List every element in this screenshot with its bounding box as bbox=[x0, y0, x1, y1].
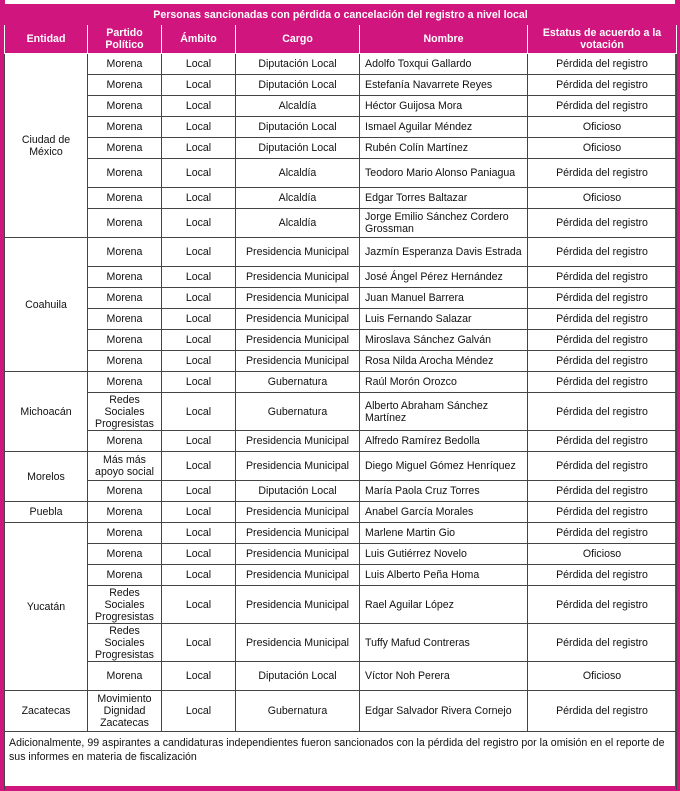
cell-estatus: Pérdida del registro bbox=[528, 267, 677, 288]
table-row bbox=[5, 624, 677, 662]
cell-estatus: Pérdida del registro bbox=[528, 96, 677, 117]
cell-estatus: Pérdida del registro bbox=[528, 330, 677, 351]
cell-cargo: Diputación Local bbox=[236, 662, 360, 691]
cell-partido: Morena bbox=[88, 209, 162, 238]
cell-partido: Morena bbox=[88, 117, 162, 138]
table-row bbox=[5, 431, 677, 452]
cell-cargo: Presidencia Municipal bbox=[236, 267, 360, 288]
header-nombre: Nombre bbox=[360, 25, 528, 54]
cell-nombre: Rosa Nilda Arocha Méndez bbox=[360, 351, 528, 372]
table-row bbox=[5, 54, 677, 75]
cell-cargo: Alcaldía bbox=[236, 159, 360, 188]
cell-nombre: Alberto Abraham Sánchez Martínez bbox=[360, 393, 528, 431]
cell-nombre: Héctor Guijosa Mora bbox=[360, 96, 528, 117]
cell-ambito: Local bbox=[162, 138, 236, 159]
cell-partido: Morena bbox=[88, 54, 162, 75]
cell-estatus: Pérdida del registro bbox=[528, 372, 677, 393]
table-row bbox=[5, 209, 677, 238]
cell-cargo: Alcaldía bbox=[236, 188, 360, 209]
cell-ambito: Local bbox=[162, 452, 236, 481]
cell-ambito: Local bbox=[162, 544, 236, 565]
cell-partido: Morena bbox=[88, 662, 162, 691]
cell-estatus: Pérdida del registro bbox=[528, 288, 677, 309]
cell-ambito: Local bbox=[162, 209, 236, 238]
cell-estatus: Oficioso bbox=[528, 117, 677, 138]
cell-ambito: Local bbox=[162, 372, 236, 393]
cell-entidad: Coahuila bbox=[5, 238, 88, 372]
cell-entidad: Ciudad de México bbox=[5, 54, 88, 238]
cell-ambito: Local bbox=[162, 523, 236, 544]
cell-nombre: Jorge Emilio Sánchez Cordero Grossman bbox=[360, 209, 528, 238]
cell-nombre: Víctor Noh Perera bbox=[360, 662, 528, 691]
cell-cargo: Presidencia Municipal bbox=[236, 288, 360, 309]
table-row bbox=[5, 238, 677, 267]
cell-partido: Morena bbox=[88, 502, 162, 523]
cell-partido: Morena bbox=[88, 523, 162, 544]
cell-nombre: Diego Miguel Gómez Henríquez bbox=[360, 452, 528, 481]
cell-entidad: Zacatecas bbox=[5, 691, 88, 732]
cell-ambito: Local bbox=[162, 431, 236, 452]
table-row bbox=[5, 96, 677, 117]
cell-estatus: Pérdida del registro bbox=[528, 452, 677, 481]
cell-estatus: Oficioso bbox=[528, 544, 677, 565]
cell-cargo: Presidencia Municipal bbox=[236, 431, 360, 452]
cell-ambito: Local bbox=[162, 624, 236, 662]
cell-partido: Morena bbox=[88, 372, 162, 393]
table-row bbox=[5, 586, 677, 624]
cell-estatus: Pérdida del registro bbox=[528, 431, 677, 452]
table-row bbox=[5, 452, 677, 481]
table-row bbox=[5, 138, 677, 159]
cell-nombre: Juan Manuel Barrera bbox=[360, 288, 528, 309]
table-row bbox=[5, 523, 677, 544]
table-row bbox=[5, 188, 677, 209]
cell-ambito: Local bbox=[162, 188, 236, 209]
cell-ambito: Local bbox=[162, 351, 236, 372]
cell-cargo: Diputación Local bbox=[236, 138, 360, 159]
cell-cargo: Diputación Local bbox=[236, 75, 360, 96]
cell-ambito: Local bbox=[162, 502, 236, 523]
cell-nombre: Luis Fernando Salazar bbox=[360, 309, 528, 330]
cell-ambito: Local bbox=[162, 159, 236, 188]
header-estatus: Estatus de acuerdo a la votación bbox=[528, 25, 677, 54]
cell-entidad: Michoacán bbox=[5, 372, 88, 452]
cell-partido: Redes Sociales Progresistas bbox=[88, 586, 162, 624]
cell-nombre: Anabel García Morales bbox=[360, 502, 528, 523]
cell-partido: Morena bbox=[88, 288, 162, 309]
header-entidad: Entidad bbox=[5, 25, 88, 54]
cell-partido: Redes Sociales Progresistas bbox=[88, 393, 162, 431]
table-row bbox=[5, 351, 677, 372]
cell-partido: Más más apoyo social bbox=[88, 452, 162, 481]
cell-ambito: Local bbox=[162, 691, 236, 732]
cell-nombre: Miroslava Sánchez Galván bbox=[360, 330, 528, 351]
cell-estatus: Pérdida del registro bbox=[528, 75, 677, 96]
table-row bbox=[5, 117, 677, 138]
cell-estatus: Pérdida del registro bbox=[528, 159, 677, 188]
cell-cargo: Alcaldía bbox=[236, 209, 360, 238]
cell-cargo: Alcaldía bbox=[236, 96, 360, 117]
cell-nombre: Ismael Aguilar Méndez bbox=[360, 117, 528, 138]
cell-cargo: Presidencia Municipal bbox=[236, 238, 360, 267]
cell-cargo: Diputación Local bbox=[236, 481, 360, 502]
cell-cargo: Gubernatura bbox=[236, 372, 360, 393]
table-row bbox=[5, 309, 677, 330]
cell-cargo: Gubernatura bbox=[236, 393, 360, 431]
cell-entidad: Morelos bbox=[5, 452, 88, 502]
table-row bbox=[5, 159, 677, 188]
cell-ambito: Local bbox=[162, 117, 236, 138]
cell-nombre: Adolfo Toxqui Gallardo bbox=[360, 54, 528, 75]
cell-cargo: Presidencia Municipal bbox=[236, 309, 360, 330]
cell-nombre: José Ángel Pérez Hernández bbox=[360, 267, 528, 288]
cell-cargo: Gubernatura bbox=[236, 691, 360, 732]
cell-estatus: Pérdida del registro bbox=[528, 565, 677, 586]
cell-nombre: Rael Aguilar López bbox=[360, 586, 528, 624]
sanctions-table bbox=[4, 4, 677, 791]
cell-ambito: Local bbox=[162, 96, 236, 117]
cell-partido: Morena bbox=[88, 330, 162, 351]
cell-nombre: Teodoro Mario Alonso Paniagua bbox=[360, 159, 528, 188]
header-row bbox=[5, 25, 677, 54]
cell-cargo: Presidencia Municipal bbox=[236, 565, 360, 586]
table-row bbox=[5, 372, 677, 393]
cell-cargo: Presidencia Municipal bbox=[236, 523, 360, 544]
cell-partido: Redes Sociales Progresistas bbox=[88, 624, 162, 662]
cell-cargo: Presidencia Municipal bbox=[236, 586, 360, 624]
cell-estatus: Oficioso bbox=[528, 188, 677, 209]
cell-partido: Morena bbox=[88, 309, 162, 330]
cell-nombre: Luis Gutiérrez Novelo bbox=[360, 544, 528, 565]
header-cargo: Cargo bbox=[236, 25, 360, 54]
cell-nombre: Alfredo Ramírez Bedolla bbox=[360, 431, 528, 452]
header-partido: Partido Político bbox=[88, 25, 162, 54]
table-row bbox=[5, 393, 677, 431]
header-ambito: Ámbito bbox=[162, 25, 236, 54]
cell-cargo: Presidencia Municipal bbox=[236, 351, 360, 372]
cell-partido: Morena bbox=[88, 96, 162, 117]
footer-note: Adicionalmente, 99 aspirantes a candidaturas independientes fueron sancionados con la pérdida del registro por la omisión en el reporte de sus informes en materia de fiscalización bbox=[5, 732, 677, 791]
cell-estatus: Pérdida del registro bbox=[528, 624, 677, 662]
cell-estatus: Pérdida del registro bbox=[528, 54, 677, 75]
cell-cargo: Diputación Local bbox=[236, 54, 360, 75]
cell-estatus: Pérdida del registro bbox=[528, 481, 677, 502]
cell-ambito: Local bbox=[162, 267, 236, 288]
table-title: Personas sancionadas con pérdida o cancelación del registro a nivel local bbox=[5, 5, 677, 25]
table-row bbox=[5, 288, 677, 309]
cell-estatus: Pérdida del registro bbox=[528, 309, 677, 330]
cell-nombre: Luis Alberto Peña Homa bbox=[360, 565, 528, 586]
cell-ambito: Local bbox=[162, 565, 236, 586]
cell-partido: Morena bbox=[88, 238, 162, 267]
cell-estatus: Pérdida del registro bbox=[528, 209, 677, 238]
table-row bbox=[5, 330, 677, 351]
cell-estatus: Pérdida del registro bbox=[528, 691, 677, 732]
cell-ambito: Local bbox=[162, 54, 236, 75]
cell-ambito: Local bbox=[162, 393, 236, 431]
cell-cargo: Presidencia Municipal bbox=[236, 544, 360, 565]
table-row bbox=[5, 691, 677, 732]
cell-partido: Morena bbox=[88, 188, 162, 209]
cell-estatus: Oficioso bbox=[528, 138, 677, 159]
cell-estatus: Pérdida del registro bbox=[528, 238, 677, 267]
cell-partido: Morena bbox=[88, 544, 162, 565]
cell-nombre: Tuffy Mafud Contreras bbox=[360, 624, 528, 662]
cell-ambito: Local bbox=[162, 586, 236, 624]
cell-estatus: Pérdida del registro bbox=[528, 523, 677, 544]
cell-ambito: Local bbox=[162, 75, 236, 96]
cell-estatus: Pérdida del registro bbox=[528, 502, 677, 523]
cell-nombre: Marlene Martin Gio bbox=[360, 523, 528, 544]
cell-partido: Morena bbox=[88, 159, 162, 188]
table-row bbox=[5, 481, 677, 502]
table-row bbox=[5, 75, 677, 96]
cell-estatus: Pérdida del registro bbox=[528, 351, 677, 372]
cell-ambito: Local bbox=[162, 309, 236, 330]
cell-cargo: Presidencia Municipal bbox=[236, 452, 360, 481]
cell-partido: Morena bbox=[88, 481, 162, 502]
cell-nombre: Estefanía Navarrete Reyes bbox=[360, 75, 528, 96]
cell-entidad: Yucatán bbox=[5, 523, 88, 691]
cell-partido: Morena bbox=[88, 75, 162, 96]
cell-estatus: Oficioso bbox=[528, 662, 677, 691]
cell-ambito: Local bbox=[162, 288, 236, 309]
table-row bbox=[5, 544, 677, 565]
cell-partido: Morena bbox=[88, 267, 162, 288]
cell-nombre: Edgar Salvador Rivera Cornejo bbox=[360, 691, 528, 732]
table-row bbox=[5, 662, 677, 691]
cell-nombre: Raúl Morón Orozco bbox=[360, 372, 528, 393]
cell-cargo: Presidencia Municipal bbox=[236, 502, 360, 523]
cell-partido: Movimiento Dignidad Zacatecas bbox=[88, 691, 162, 732]
cell-nombre: Jazmín Esperanza Davis Estrada bbox=[360, 238, 528, 267]
cell-partido: Morena bbox=[88, 351, 162, 372]
cell-estatus: Pérdida del registro bbox=[528, 393, 677, 431]
cell-partido: Morena bbox=[88, 138, 162, 159]
cell-ambito: Local bbox=[162, 662, 236, 691]
cell-cargo: Diputación Local bbox=[236, 117, 360, 138]
cell-nombre: María Paola Cruz Torres bbox=[360, 481, 528, 502]
table-row bbox=[5, 565, 677, 586]
cell-ambito: Local bbox=[162, 238, 236, 267]
cell-nombre: Rubén Colín Martínez bbox=[360, 138, 528, 159]
table-row bbox=[5, 502, 677, 523]
cell-nombre: Edgar Torres Baltazar bbox=[360, 188, 528, 209]
table-row bbox=[5, 267, 677, 288]
table-body bbox=[5, 54, 677, 732]
cell-ambito: Local bbox=[162, 481, 236, 502]
cell-cargo: Presidencia Municipal bbox=[236, 624, 360, 662]
cell-ambito: Local bbox=[162, 330, 236, 351]
cell-estatus: Pérdida del registro bbox=[528, 586, 677, 624]
cell-partido: Morena bbox=[88, 565, 162, 586]
cell-partido: Morena bbox=[88, 431, 162, 452]
cell-cargo: Presidencia Municipal bbox=[236, 330, 360, 351]
cell-entidad: Puebla bbox=[5, 502, 88, 523]
